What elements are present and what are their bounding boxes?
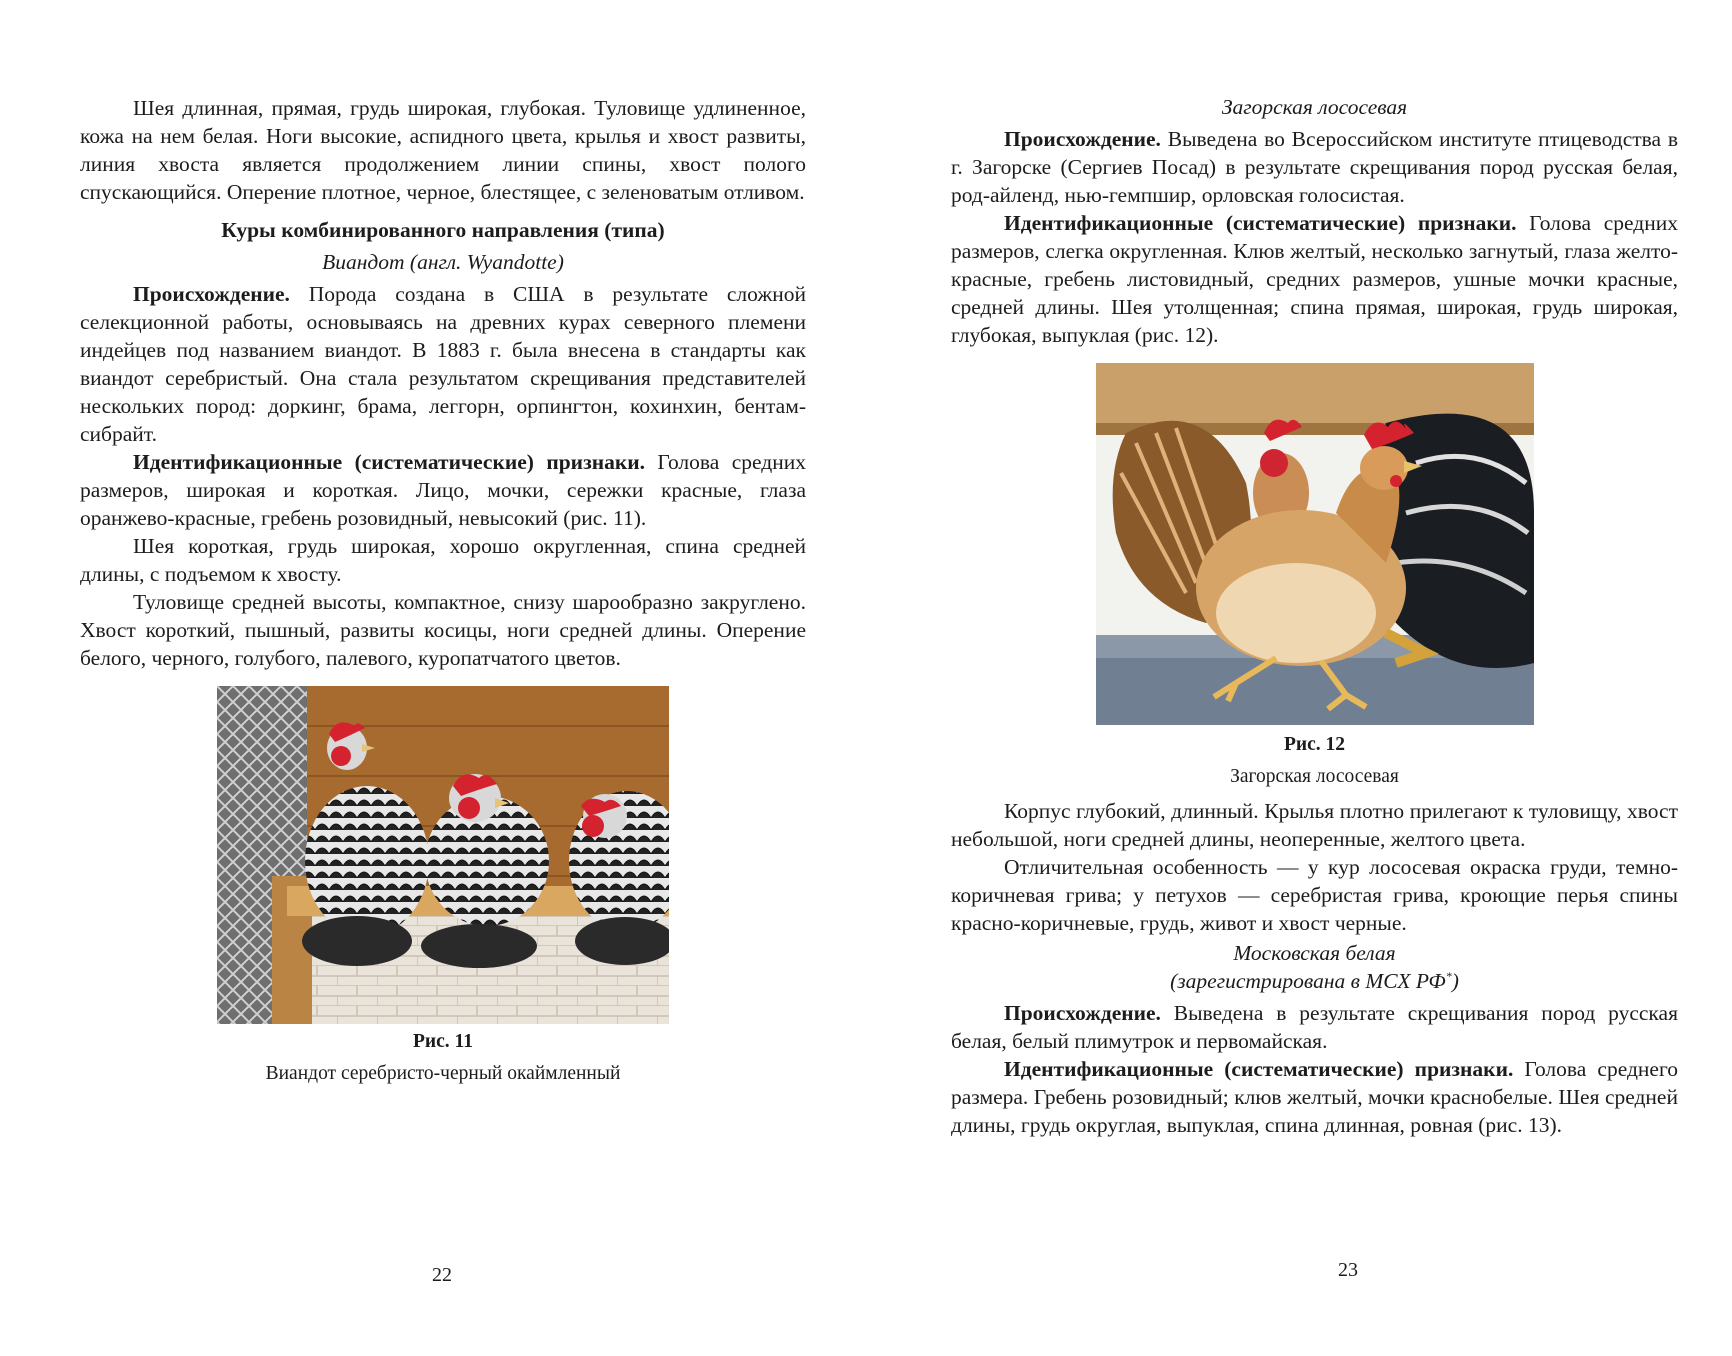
footnote-mark: * xyxy=(1445,968,1452,983)
figure-12-label: Рис. 12 xyxy=(1283,734,1346,755)
figure-12-photo xyxy=(1096,363,1534,725)
origin-label: Происхождение. xyxy=(1004,127,1161,151)
figure-11-photo xyxy=(217,686,669,1024)
origin-text: Выведена в результате скрещивания пород русская белая, белый плимутрок и первомайская. xyxy=(951,1001,1678,1053)
breed-title-zagorsk: Загорская лососевая xyxy=(1221,95,1408,119)
ident-label: Идентификационные (систематические) признаки. xyxy=(133,450,646,474)
ident-label: Идентификационные (систематические) признаки. xyxy=(1004,211,1517,235)
paragraph-body-zagorsk: Корпус глубокий, длинный. Крылья плотно прилегают к туловищу, хвост небольшой, ноги средней длины, неоперенные, желтого цвета. xyxy=(951,799,1678,851)
paragraph-identification-moscow xyxy=(951,1055,1678,1139)
paragraph-origin xyxy=(80,280,806,448)
origin-text: Выведена во Всероссийском институте птицеводства в г. Загорске (Сергиев Посад) в результате скрещивания пород русская белая, род-айленд, нью-гемпшир, орловская голосистая. xyxy=(951,127,1678,207)
origin-label: Происхождение. xyxy=(1004,1001,1161,1025)
right-text-column xyxy=(951,93,1678,1139)
paragraph-identification xyxy=(80,448,806,532)
paragraph-origin-zagorsk xyxy=(951,125,1678,209)
paragraph-identification-zagorsk xyxy=(951,209,1678,349)
breed-title-wyandotte: Виандот (англ. Wyandotte) xyxy=(322,250,564,274)
page-number-left: 22 xyxy=(432,1264,452,1286)
ident-text: Голова среднего размера. Гребень розовидный; клюв желтый, мочки краснобелые. Шея средней длины, грудь округлая, выпуклая, спина длинная, ровная (рис. 13). xyxy=(951,1057,1678,1137)
figure-11-label: Рис. 11 xyxy=(413,1031,473,1052)
paragraph-neck: Шея короткая, грудь широкая, хорошо округленная, спина средней длины, с подъемом к хвосту. xyxy=(80,534,806,586)
right-page xyxy=(866,0,1732,1356)
breed-subtitle-main: (зарегистрирована в МСХ РФ xyxy=(1170,969,1446,993)
paragraph-neck-chest: Шея длинная, прямая, грудь широкая, глубокая. Туловище удлиненное, кожа на нем белая. Ноги высокие, аспидного цвета, крылья и хвост развиты, линия хвоста является продолжением линии спины, хвост полого спускающийся. Оперение плотное, черное, блестящее, с зеленоватым отливом. xyxy=(80,96,806,204)
breed-title-moscow: Московская белая xyxy=(1233,941,1396,965)
figure-11-caption: Виандот серебристо-черный окаймленный xyxy=(265,1063,621,1084)
ident-text: Голова средних размеров, широкая и короткая. Лицо, мочки, сережки красные, глаза оранжево-красные, гребень розовидный, невысокий (рис. 11). xyxy=(80,450,806,530)
origin-label: Происхождение. xyxy=(133,282,290,306)
paragraph-feature-zagorsk: Отличительная особенность — у кур лососевая окраска груди, темно-коричневая грива; у петухов — серебристая грива, кроющие перья спины красно-коричневые, грудь, живот и хвост черные. xyxy=(951,855,1678,935)
paragraph-origin-moscow xyxy=(951,999,1678,1055)
origin-text: Порода создана в США в результате сложной селекционной работы, основываясь на древних курах северного племени индейцев под названием виандот. В 1883 г. была внесена в стандарты как виандот серебристый. Она стала результатом скрещивания представителей нескольких пород: доркинг, брама, леггорн, орпингтон, кохинхин, бентам-сибрайт. xyxy=(80,282,806,446)
ident-label: Идентификационные (систематические) признаки. xyxy=(1004,1057,1514,1081)
section-heading: Куры комбинированного направления (типа) xyxy=(221,218,665,242)
breed-subtitle-moscow xyxy=(951,967,1678,995)
figure-12-caption: Загорская лососевая xyxy=(1230,766,1399,787)
breed-subtitle-end: ) xyxy=(1451,969,1459,993)
page-number-right: 23 xyxy=(1338,1259,1358,1281)
left-text-column xyxy=(80,94,806,1086)
paragraph-body: Туловище средней высоты, компактное, снизу шарообразно закруглено. Хвост короткий, пышный, развиты косицы, ноги средней длины. Оперение белого, черного, голубого, палевого, куропатчатого цветов. xyxy=(80,590,806,670)
ident-text: Голова средних размеров, слегка округленная. Клюв желтый, несколько загнутый, глаза желто-красные, гребень листовидный, средних размеров, ушные мочки красные, средней длины. Шея утолщенная; спина прямая, широкая, грудь широкая, глубокая, выпуклая (рис. 12). xyxy=(951,211,1678,347)
